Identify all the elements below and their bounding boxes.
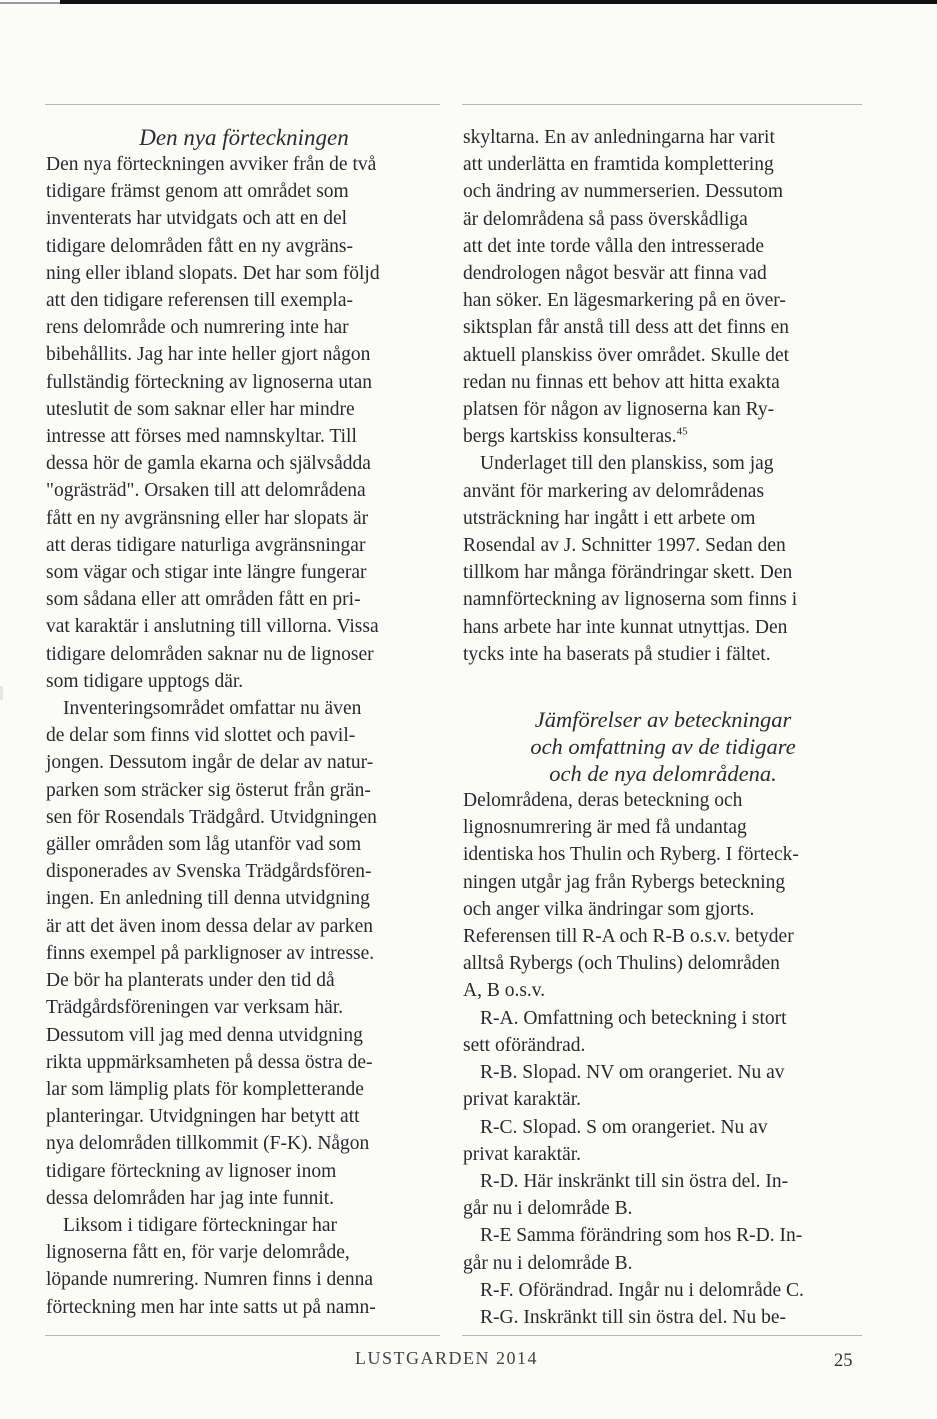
text-line [46, 477, 442, 504]
text-line-content: R-E Samma förändring som hos R-D. In- [480, 1225, 803, 1247]
text-line [46, 695, 442, 722]
text-line-content: Inventeringsområdet omfattar nu även [63, 698, 362, 720]
text-line [46, 885, 442, 912]
text-line-content: "ogrästräd". Orsaken till att delområdena [46, 480, 366, 502]
text-line-content: och ändring av nummerserien. Dessutom [463, 181, 784, 203]
text-line-content: aktuell planskiss över området. Skulle det [463, 344, 790, 366]
text-line-content: är delområdena så pass överskådliga [463, 208, 748, 230]
text-line [463, 1114, 863, 1141]
scan-blemish [0, 686, 3, 700]
footer-rule-left [45, 1335, 440, 1336]
subsection-heading-line: och de nya delområdena. [549, 761, 777, 787]
header-rule-right [462, 104, 862, 105]
text-line-content: intresse att förses med namnskyltar. Till [46, 426, 357, 448]
text-line [46, 994, 442, 1021]
text-line [46, 1266, 442, 1293]
text-line-content: dessa delområden har jag inte funnit. [46, 1187, 335, 1209]
text-line-content: bibehållits. Jag har inte heller gjort någon [46, 344, 371, 366]
text-line [46, 1158, 442, 1185]
text-line [463, 977, 863, 1004]
text-line-content: tidigare delområden saknar nu de lignoser [46, 643, 374, 665]
text-line [46, 396, 442, 423]
text-line [463, 1195, 863, 1222]
text-line [46, 205, 442, 232]
left-column [46, 124, 442, 1321]
text-line [463, 1250, 863, 1277]
text-line-content: sett oförändrad. [463, 1034, 586, 1056]
text-line-content: han söker. En lägesmarkering på en över- [463, 290, 786, 312]
text-line [463, 505, 863, 532]
text-line-content: går nu i delområde B. [463, 1252, 633, 1274]
text-line-content: tycks inte ha baserats på studier i fältet. [463, 643, 771, 665]
text-line [463, 896, 863, 923]
text-line [46, 777, 442, 804]
left-column-body [46, 151, 442, 1321]
text-line [46, 613, 442, 640]
subsection-heading [463, 706, 863, 787]
text-line [46, 1049, 442, 1076]
text-line-content: De bör ha planterats under den tid då [46, 970, 335, 992]
top-border-rule [60, 0, 937, 4]
text-line [46, 749, 442, 776]
text-line-content: platsen för någon av lignoserna kan Ry- [463, 399, 775, 421]
footer-rule-right [462, 1335, 862, 1336]
text-line-content: ningen utgår jag från Rybergs beteckning [463, 871, 786, 893]
text-line [463, 124, 863, 151]
text-line-content: ning eller ibland slopats. Det har som följd [46, 262, 380, 284]
text-line [463, 1141, 863, 1168]
text-line [46, 641, 442, 668]
text-line [463, 314, 863, 341]
text-line-content: lar som lämplig plats för kompletterande [46, 1078, 364, 1100]
text-line [46, 260, 442, 287]
text-line-content: uteslutit de som saknar eller har mindre [46, 398, 355, 420]
text-line [46, 967, 442, 994]
text-line-content: och anger vilka ändringar som gjorts. [463, 898, 755, 920]
text-line-content: R-C. Slopad. S om orangeriet. Nu av [480, 1116, 768, 1138]
text-line [463, 614, 863, 641]
text-line-content: tidigare förteckning av lignoser inom [46, 1160, 337, 1182]
text-line [46, 831, 442, 858]
text-line-content: använt för markering av delområdenas [463, 480, 765, 502]
text-line [463, 641, 863, 668]
subsection-heading-line: och omfattning av de tidigare [530, 734, 796, 760]
text-line [46, 1294, 442, 1321]
text-line [463, 814, 863, 841]
text-line-content: gäller områden som låg utanför vad som [46, 834, 362, 856]
text-line-content: förteckning men har inte satts ut på namn- [46, 1296, 376, 1318]
text-line-content: att deras tidigare naturliga avgränsningar [46, 534, 366, 556]
text-line [463, 1005, 863, 1032]
text-line-content: som vägar och stigar inte längre fungerar [46, 562, 367, 584]
text-line [46, 722, 442, 749]
text-line-content: hans arbete har inte kunnat utnyttjas. Den [463, 616, 788, 638]
text-line-content: de delar som finns vid slottet och pavil- [46, 725, 356, 747]
text-line-content: dendrologen något besvär att finna vad [463, 263, 767, 285]
text-line [46, 1239, 442, 1266]
text-line-content: R-B. Slopad. NV om orangeriet. Nu av [480, 1062, 785, 1084]
text-line-content: att det inte torde vålla den intresserade [463, 235, 765, 257]
text-line [463, 423, 863, 450]
text-line-content: Dessutom vill jag med denna utvidgning [46, 1024, 363, 1046]
text-line [463, 450, 863, 477]
text-line [46, 151, 442, 178]
text-line [463, 923, 863, 950]
text-line-content: identiska hos Thulin och Ryberg. I förteck- [463, 844, 799, 866]
text-line [46, 505, 442, 532]
text-line-content: parken som sträcker sig österut från grän- [46, 779, 371, 801]
text-line [463, 287, 863, 314]
text-line [463, 151, 863, 178]
text-line-content: som tidigare upptogs där. [46, 670, 244, 692]
text-line [463, 342, 863, 369]
journal-title: LUSTGARDEN 2014 [355, 1348, 538, 1368]
text-line-content: R-A. Omfattning och beteckning i stort [480, 1007, 787, 1029]
text-line [463, 1222, 863, 1249]
footnote-reference: 45 [676, 425, 688, 438]
text-line [463, 950, 863, 977]
text-line-content: dessa hör de gamla ekarna och självsådda [46, 453, 371, 475]
text-line [463, 869, 863, 896]
text-line-content: bergs kartskiss konsulteras. [463, 426, 677, 448]
text-line-content: vat karaktär i anslutning till villorna. Vissa [46, 616, 379, 638]
section-heading: Den nya förteckningen [139, 125, 349, 150]
text-line-content: ingen. En anledning till denna utvidgning [46, 888, 370, 910]
subsection-heading-line: Jämförelser av beteckningar [534, 707, 792, 733]
text-line-content: tillkom har många förändringar skett. Den [463, 562, 793, 584]
text-line-content: Liksom i tidigare förteckningar har [63, 1214, 337, 1236]
text-line [46, 858, 442, 885]
text-line-content: Delområdena, deras beteckning och [463, 790, 743, 812]
text-line [463, 478, 863, 505]
text-line-content: siktsplan får anstå till dess att det finns en [463, 317, 790, 339]
text-line-content: som sådana eller att områden fått en pri- [46, 589, 361, 611]
text-line-content: Trädgårdsföreningen var verksam här. [46, 997, 344, 1019]
text-line-content: alltså Rybergs (och Thulins) delområden [463, 953, 780, 975]
right-column [463, 124, 863, 1331]
text-line-content: R-D. Här inskränkt till sin östra del. In- [480, 1170, 789, 1192]
right-column-body-top [463, 124, 863, 668]
text-line [46, 423, 442, 450]
scan-edge-mark [0, 2, 60, 4]
text-line [46, 586, 442, 613]
text-line [463, 532, 863, 559]
text-line [46, 804, 442, 831]
header-rule-left [45, 104, 440, 105]
text-line-content: R-G. Inskränkt till sin östra del. Nu be- [480, 1306, 786, 1328]
text-line-content: nya delområden tillkommit (F-K). Någon [46, 1133, 370, 1155]
text-line [46, 913, 442, 940]
text-line [46, 450, 442, 477]
text-line [463, 559, 863, 586]
text-line [46, 1185, 442, 1212]
text-line [463, 586, 863, 613]
text-line [46, 314, 442, 341]
text-line [46, 287, 442, 314]
text-line [46, 341, 442, 368]
text-line-content: rens delområde och numrering inte har [46, 317, 349, 339]
text-line [463, 841, 863, 868]
text-line-content: R-F. Oförändrad. Ingår nu i delområde C. [480, 1279, 804, 1301]
text-line [463, 1059, 863, 1086]
text-line [46, 178, 442, 205]
text-line-content: att underlätta en framtida komplettering [463, 154, 774, 176]
text-line-content: fullständig förteckning av lignoserna utan [46, 371, 372, 393]
text-line-content: Underlaget till den planskiss, som jag [480, 453, 774, 475]
text-line [463, 1168, 863, 1195]
text-line [46, 369, 442, 396]
text-line-content: sen för Rosendals Trädgård. Utvidgningen [46, 806, 377, 828]
text-line [463, 1277, 863, 1304]
text-line-content: finns exempel på parklignoser av intresse. [46, 942, 375, 964]
text-line [463, 396, 863, 423]
text-line [463, 1032, 863, 1059]
text-line [46, 532, 442, 559]
text-line-content: jongen. Dessutom ingår de delar av natur- [46, 752, 374, 774]
text-line-content: lignoserna fått en, för varje delområde, [46, 1242, 350, 1264]
text-line-content: privat karaktär. [463, 1089, 582, 1111]
text-line-content: tidigare främst genom att området som [46, 181, 349, 203]
text-line-content: går nu i delområde B. [463, 1198, 633, 1220]
text-line-content: är att det även inom dessa delar av parken [46, 915, 374, 937]
right-column-body-bottom [463, 787, 863, 1331]
text-line-content: lignosnumrering är med få undantag [463, 817, 747, 839]
text-line [463, 369, 863, 396]
text-line [463, 260, 863, 287]
text-line-content: inventerats har utvidgats och att en del [46, 208, 348, 230]
text-line-content: tidigare delområden fått en ny avgräns- [46, 235, 354, 257]
text-line [46, 1212, 442, 1239]
text-line-content: Referensen till R-A och R-B o.s.v. betyder [463, 926, 794, 948]
text-line-content: löpande numrering. Numren finns i denna [46, 1269, 374, 1291]
text-line [46, 559, 442, 586]
page-number: 25 [834, 1351, 853, 1371]
text-line-content: redan nu finnas ett behov att hitta exakta [463, 371, 780, 393]
text-line [46, 940, 442, 967]
text-line [46, 1076, 442, 1103]
text-line [463, 178, 863, 205]
text-line [463, 1086, 863, 1113]
text-line [463, 233, 863, 260]
text-line-content: disponerades av Svenska Trädgårdsfören- [46, 861, 372, 883]
text-line-content: skyltarna. En av anledningarna har varit [463, 127, 775, 148]
text-line-content: A, B o.s.v. [463, 980, 546, 1002]
text-line [46, 233, 442, 260]
text-line-content: privat karaktär. [463, 1143, 582, 1165]
text-line [463, 1304, 863, 1331]
text-line [46, 1130, 442, 1157]
text-line [46, 668, 442, 695]
text-line-content: namnförteckning av lignoserna som finns i [463, 589, 798, 611]
text-line-content: Den nya förteckningen avviker från de två [46, 154, 377, 175]
text-line-content: att den tidigare referensen till exempla- [46, 290, 353, 312]
text-line [46, 1022, 442, 1049]
text-line [463, 787, 863, 814]
text-line-content: planteringar. Utvidgningen har betytt att [46, 1106, 360, 1128]
text-line-content: rikta uppmärksamheten på dessa östra de- [46, 1051, 373, 1073]
text-line [46, 1103, 442, 1130]
text-line-content: Rosendal av J. Schnitter 1997. Sedan den [463, 535, 786, 557]
text-line [463, 206, 863, 233]
text-line-content: fått en ny avgränsning eller har slopats är [46, 507, 369, 529]
text-line-content: utsträckning har ingått i ett arbete om [463, 507, 756, 529]
